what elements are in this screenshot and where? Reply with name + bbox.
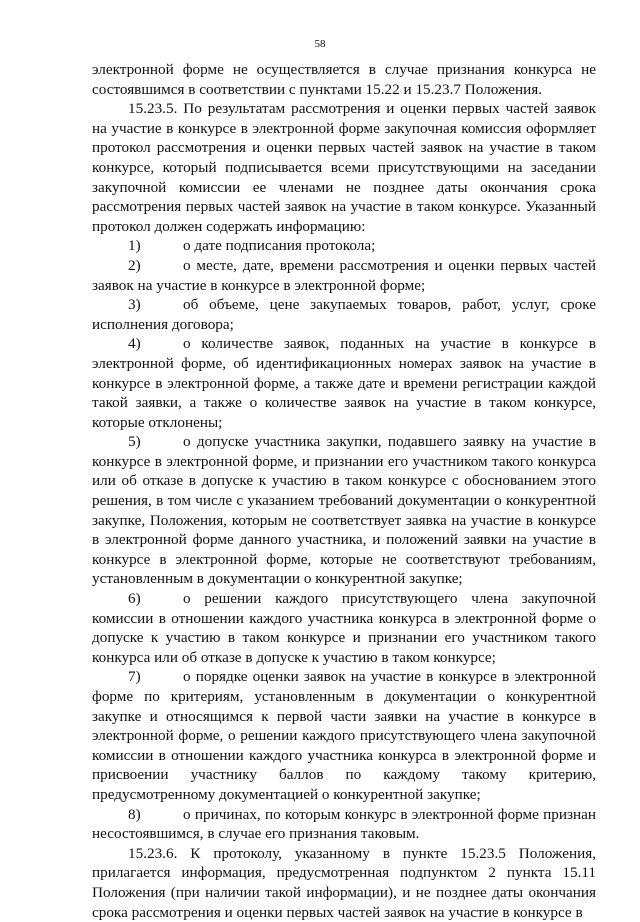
list-item-text: о месте, дате, времени рассмотрения и оценки первых частей заявок на участие в конкурсе в электронной форме; [92, 256, 596, 294]
list-item [92, 295, 596, 334]
list-item-text: о причинах, по которым конкурс в электронной форме признан несостоявшимся, в случае его признания таковым. [92, 805, 596, 843]
list-item-number: 6) [128, 590, 141, 608]
list-item-number: 7) [128, 668, 141, 686]
paragraph-15-23-5: 15.23.5. По результатам рассмотрения и оценки первых частей заявок на участие в конкурсе в электронной форме закупочная комиссия оформляет протокол рассмотрения и оценки первых частей заявок на участие в таком конкурсе, который подписывается всеми присутствующими на заседании закупочной комиссии ее членами не позднее даты окончания срока рассмотрения первых частей заявок на участие в таком конкурсе. Указанный протокол должен содержать информацию: [92, 100, 596, 235]
list-item-text: об объеме, цене закупаемых товаров, работ, услуг, сроке исполнения договора; [92, 296, 596, 333]
list-item-text: о дате подписания протокола; [183, 237, 376, 255]
list-item [92, 667, 596, 804]
paragraph-15-23-6: 15.23.6. К протоколу, указанному в пункте 15.23.5 Положения, прилагается информация, предусмотренная подпунктом 2 пункта 15.11 Положения (при наличии такой информации), и не позднее даты окончания срока рассмотрения и оценки первых частей заявок на участие в конкурсе в [92, 844, 596, 921]
list-item-number: 5) [128, 433, 141, 451]
list-item [92, 432, 596, 589]
list-item-number: 2) [128, 256, 141, 274]
list-item-number: 4) [128, 335, 141, 353]
list-item [92, 589, 596, 667]
list-item [92, 805, 596, 844]
list-item-number: 3) [128, 296, 141, 314]
list-item-text: о порядке оценки заявок на участие в конкурсе в электронной форме по критериям, установленным в документации о конкурентной закупке и относящимся к первой части заявки на участие в конкурсе в электронной форме, о решении каждого присутствующего члена закупочной комиссии в отношении каждого участника конкурса в электронной форме и присвоении участнику баллов по каждому такому критерию, предусмотренному документацией о конкурентной закупке; [92, 668, 596, 803]
document-body [92, 60, 596, 922]
page-number: 58 [314, 38, 326, 50]
paragraph-continuation: электронной форме не осуществляется в случае признания конкурса не состоявшимся в соответствии с пунктами 15.22 и 15.23.7 Положения. [92, 61, 596, 98]
list-item [92, 236, 596, 256]
list-item-text: о количестве заявок, поданных на участие в конкурсе в электронной форме, об идентификационных номерах заявок на участие в конкурсе в электронной форме, а также дате и времени регистрации каждой такой заявки, а также о количестве заявок на участие в таком конкурсе, которые отклонены; [92, 335, 596, 431]
list-item [92, 334, 596, 432]
list-item-text: о допуске участника закупки, подавшего заявку на участие в конкурсе в электронной форме, и признании его участником такого конкурса или об отказе в допуске к участию в таком конкурсе с обоснованием этого решения, в том числе с указанием требований документации о конкурентной закупке, Положения, которым не соответствует заявка на участие в конкурсе в электронной форме данного участника, и положений заявки на участие в конкурсе в электронной форме, которые не соответствуют требованиям, установленным в документации о конкурентной закупке; [92, 433, 596, 588]
list-item-number: 1) [128, 237, 141, 255]
list-item-number: 8) [128, 805, 141, 823]
list-item [92, 256, 596, 295]
list-item-text: о решении каждого присутствующего члена закупочной комиссии в отношении каждого участника конкурса в электронной форме о допуске к участию в таком конкурсе и признании его участником такого конкурса или об отказе в допуске к участию в таком конкурсе; [92, 590, 596, 666]
